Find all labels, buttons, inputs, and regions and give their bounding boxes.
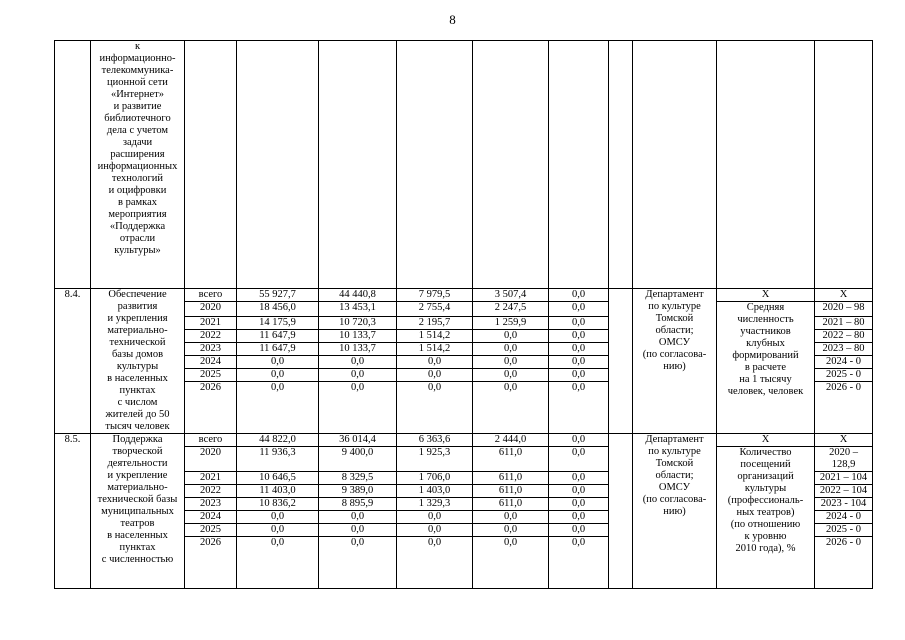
- total-cell: 11 647,9: [237, 343, 319, 356]
- measure-name: Поддержка творческой деятельности и укрепление материально- технической базы муниципальных театров в населенных пунктах с численностью: [91, 434, 185, 589]
- indicator-x-cell: Х: [717, 289, 815, 302]
- federal-cell: 44 440,8: [319, 289, 397, 302]
- total-cell: 0,0: [237, 369, 319, 382]
- fragment-name-cell: к информационно- телекоммуника- ционной сети «Интернет» и развитие библиотечного дела с учетом задачи расширения информационных технологий и оцифровки в рамках мероприятия «Поддержка отрасли культуры»: [91, 41, 185, 289]
- local-cell: 611,0: [473, 472, 549, 485]
- fragment-cell: [397, 41, 473, 289]
- other-cell: 0,0: [549, 343, 609, 356]
- fragment-cell: [633, 41, 717, 289]
- regional-cell: 1 925,3: [397, 447, 473, 472]
- regional-cell: 7 979,5: [397, 289, 473, 302]
- fragment-cell: [185, 41, 237, 289]
- regional-cell: 1 514,2: [397, 343, 473, 356]
- year-cell: 2026: [185, 382, 237, 434]
- local-cell: 0,0: [473, 343, 549, 356]
- local-cell: 2 247,5: [473, 302, 549, 317]
- other-cell: 0,0: [549, 472, 609, 485]
- fragment-cell: [319, 41, 397, 289]
- target-cell: 2024 - 0: [815, 511, 873, 524]
- fragment-cell: [549, 41, 609, 289]
- target-cell: 2020 – 128,9: [815, 447, 873, 472]
- other-cell: 0,0: [549, 369, 609, 382]
- local-cell: 0,0: [473, 382, 549, 434]
- regional-cell: 6 363,6: [397, 434, 473, 447]
- local-cell: 2 444,0: [473, 434, 549, 447]
- fragment-cell: [717, 41, 815, 289]
- other-cell: 0,0: [549, 485, 609, 498]
- other-cell: 0,0: [549, 434, 609, 447]
- total-cell: 10 646,5: [237, 472, 319, 485]
- federal-cell: 0,0: [319, 537, 397, 589]
- other-cell: 0,0: [549, 317, 609, 330]
- other-cell: 0,0: [549, 302, 609, 317]
- regional-cell: 0,0: [397, 369, 473, 382]
- regional-cell: 0,0: [397, 382, 473, 434]
- total-cell: 44 822,0: [237, 434, 319, 447]
- total-cell: 10 836,2: [237, 498, 319, 511]
- target-cell: 2025 - 0: [815, 369, 873, 382]
- federal-cell: 0,0: [319, 369, 397, 382]
- program-table: [54, 40, 873, 589]
- other-cell: 0,0: [549, 498, 609, 511]
- year-cell: 2020: [185, 447, 237, 472]
- federal-cell: 9 400,0: [319, 447, 397, 472]
- year-cell: 2020: [185, 302, 237, 317]
- local-cell: 0,0: [473, 356, 549, 369]
- total-cell: 0,0: [237, 511, 319, 524]
- regional-cell: 0,0: [397, 356, 473, 369]
- department-cell: Департамент по культуре Томской области; ОМСУ (по согласова- нию): [633, 434, 717, 589]
- target-cell: 2021 – 104: [815, 472, 873, 485]
- regional-cell: 1 706,0: [397, 472, 473, 485]
- other-cell: 0,0: [549, 356, 609, 369]
- local-cell: 611,0: [473, 498, 549, 511]
- regional-cell: 0,0: [397, 511, 473, 524]
- regional-cell: 2 755,4: [397, 302, 473, 317]
- federal-cell: 10 133,7: [319, 343, 397, 356]
- measure-name: Обеспечение развития и укрепления материально- технической базы домов культуры в населенных пунктах с числом жителей до 50 тысяч человек: [91, 289, 185, 434]
- regional-cell: 2 195,7: [397, 317, 473, 330]
- total-cell: 18 456,0: [237, 302, 319, 317]
- federal-cell: 9 389,0: [319, 485, 397, 498]
- total-cell: 11 647,9: [237, 330, 319, 343]
- other-cell: 0,0: [549, 289, 609, 302]
- local-cell: 0,0: [473, 511, 549, 524]
- federal-cell: 13 453,1: [319, 302, 397, 317]
- year-cell: 2024: [185, 356, 237, 369]
- target-cell: 2026 - 0: [815, 382, 873, 434]
- local-cell: 0,0: [473, 369, 549, 382]
- year-cell: 2023: [185, 498, 237, 511]
- other-cell: 0,0: [549, 511, 609, 524]
- total-cell: 11 403,0: [237, 485, 319, 498]
- regional-cell: 1 403,0: [397, 485, 473, 498]
- local-cell: 0,0: [473, 524, 549, 537]
- federal-cell: 0,0: [319, 524, 397, 537]
- target-cell: 2022 – 80: [815, 330, 873, 343]
- spacer-cell: [609, 434, 633, 589]
- measure-id: 8.5.: [55, 434, 91, 589]
- year-row: [55, 289, 873, 302]
- federal-cell: 0,0: [319, 382, 397, 434]
- total-cell: 55 927,7: [237, 289, 319, 302]
- other-cell: 0,0: [549, 537, 609, 589]
- year-cell: 2022: [185, 485, 237, 498]
- target-cell: 2020 – 98: [815, 302, 873, 317]
- target-cell: 2023 – 80: [815, 343, 873, 356]
- regional-cell: 1 514,2: [397, 330, 473, 343]
- fragment-cell: [237, 41, 319, 289]
- target-cell: Х: [815, 289, 873, 302]
- indicator-x-cell: Х: [717, 434, 815, 447]
- total-cell: 0,0: [237, 382, 319, 434]
- local-cell: 3 507,4: [473, 289, 549, 302]
- regional-cell: 1 329,3: [397, 498, 473, 511]
- local-cell: 611,0: [473, 447, 549, 472]
- other-cell: 0,0: [549, 447, 609, 472]
- target-cell: 2021 – 80: [815, 317, 873, 330]
- federal-cell: 8 895,9: [319, 498, 397, 511]
- total-cell: 0,0: [237, 524, 319, 537]
- target-cell: 2026 - 0: [815, 537, 873, 589]
- fragment-cell: [815, 41, 873, 289]
- total-cell: 0,0: [237, 537, 319, 589]
- local-cell: 0,0: [473, 537, 549, 589]
- target-cell: 2022 – 104: [815, 485, 873, 498]
- regional-cell: 0,0: [397, 537, 473, 589]
- target-cell: 2025 - 0: [815, 524, 873, 537]
- year-cell: 2026: [185, 537, 237, 589]
- year-cell: всего: [185, 434, 237, 447]
- year-cell: всего: [185, 289, 237, 302]
- local-cell: 0,0: [473, 330, 549, 343]
- target-cell: Х: [815, 434, 873, 447]
- year-cell: 2021: [185, 317, 237, 330]
- year-cell: 2025: [185, 369, 237, 382]
- local-cell: 611,0: [473, 485, 549, 498]
- indicator-cell: Средняя численность участников клубных формирований в расчете на 1 тысячу человек, человек: [717, 302, 815, 434]
- spacer-cell: [609, 289, 633, 434]
- fragment-cell: [609, 41, 633, 289]
- federal-cell: 10 133,7: [319, 330, 397, 343]
- other-cell: 0,0: [549, 330, 609, 343]
- top-fragment-row: [55, 41, 873, 289]
- department-cell: Департамент по культуре Томской области; ОМСУ (по согласова- нию): [633, 289, 717, 434]
- target-cell: 2024 - 0: [815, 356, 873, 369]
- measure-id: 8.4.: [55, 289, 91, 434]
- federal-cell: 36 014,4: [319, 434, 397, 447]
- local-cell: 1 259,9: [473, 317, 549, 330]
- year-cell: 2023: [185, 343, 237, 356]
- regional-cell: 0,0: [397, 524, 473, 537]
- federal-cell: 0,0: [319, 511, 397, 524]
- federal-cell: 10 720,3: [319, 317, 397, 330]
- fragment-id-cell: [55, 41, 91, 289]
- year-row: [55, 434, 873, 447]
- indicator-cell: Количество посещений организаций культуры (профессиональ- ных театров) (по отношению к уровню 2010 года), %: [717, 447, 815, 589]
- year-cell: 2021: [185, 472, 237, 485]
- federal-cell: 0,0: [319, 356, 397, 369]
- year-cell: 2022: [185, 330, 237, 343]
- fragment-cell: [473, 41, 549, 289]
- total-cell: 0,0: [237, 356, 319, 369]
- total-cell: 11 936,3: [237, 447, 319, 472]
- other-cell: 0,0: [549, 382, 609, 434]
- federal-cell: 8 329,5: [319, 472, 397, 485]
- total-cell: 14 175,9: [237, 317, 319, 330]
- target-cell: 2023 - 104: [815, 498, 873, 511]
- other-cell: 0,0: [549, 524, 609, 537]
- page-number: 8: [449, 12, 456, 27]
- year-cell: 2024: [185, 511, 237, 524]
- year-cell: 2025: [185, 524, 237, 537]
